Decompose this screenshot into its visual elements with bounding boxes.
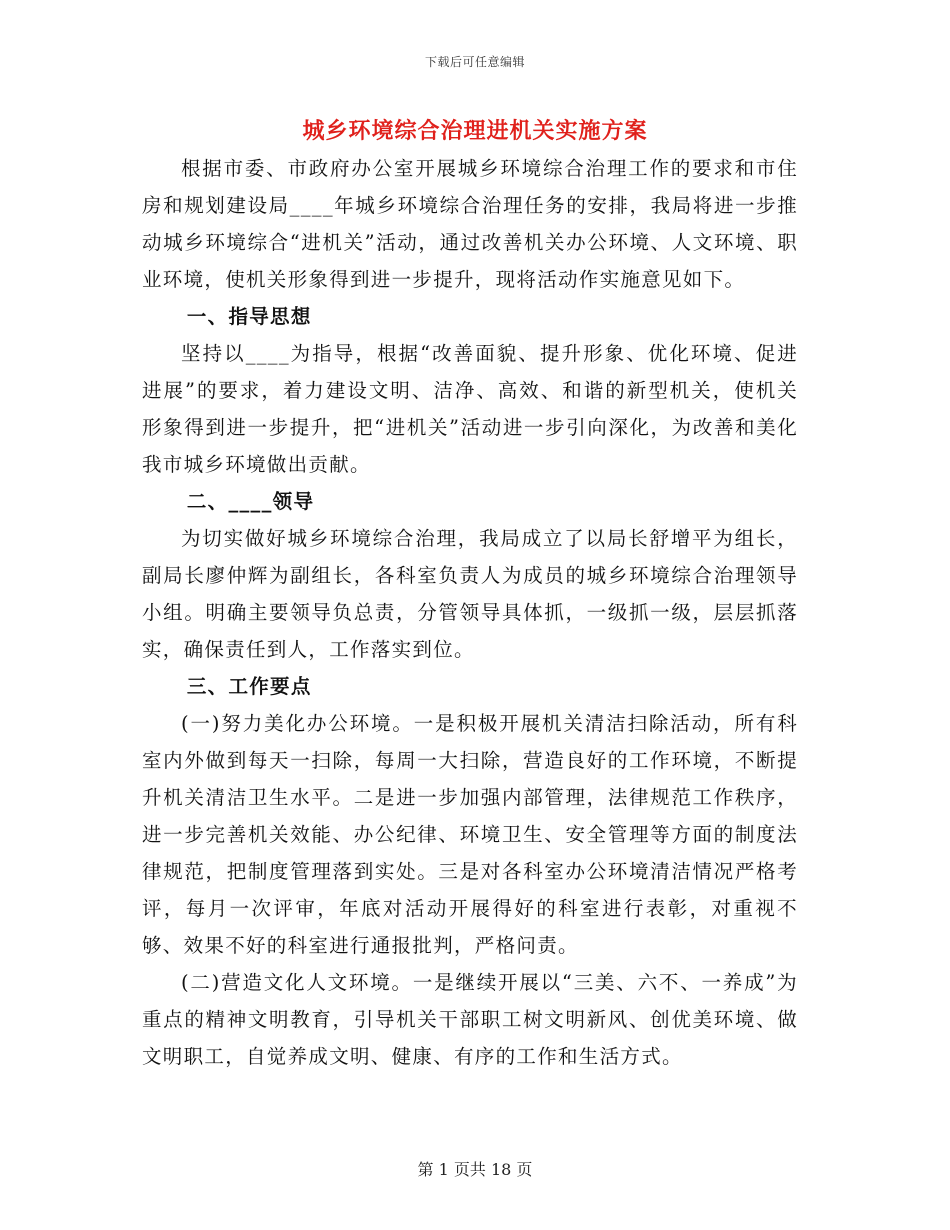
page-footer: 第 1 页共 18 页 bbox=[417, 1160, 533, 1179]
section-2-paragraph: 为切实做好城乡环境综合治理，我局成立了以局长舒增平为组长，副局长廖仲辉为副组长，各科室负责人为成员的城乡环境综合治理领导小组。明确主要领导负总责，分管领导具体抓，一级抓一级，层层抓落实，确保责任到人，工作落实到位。 bbox=[142, 527, 798, 661]
section-1-paragraph: 坚持以____为指导，根据“改善面貌、提升形象、优化环境、促进进展”的要求，着力建设文明、洁净、高效、和谐的新型机关，使机关形象得到进一步提升，把“进机关”活动进一步引向深化，为改善和美化我市城乡环境做出贡献。 bbox=[142, 342, 798, 476]
header-note: 下载后可任意编辑 bbox=[424, 55, 525, 69]
section-heading-1: 一、指导思想 bbox=[186, 305, 312, 328]
section-3-paragraph-1: (一)努力美化办公环境。一是积极开展机关清洁扫除活动，所有科室内外做到每天一扫除，每周一大扫除，营造良好的工作环境，不断提升机关清洁卫生水平。二是进一步加强内部管理，法律规范工作秩序，进一步完善机关效能、办公纪律、环境卫生、安全管理等方面的制度法律规范，把制度管理落到实处。三是对各科室办公环境清洁情况严格考评，每月一次评审，年底对活动开展得好的科室进行表彰，对重视不够、效果不好的科室进行通报批判，严格问责。 bbox=[142, 712, 798, 957]
section-heading-3: 三、工作要点 bbox=[186, 675, 312, 698]
document-body bbox=[142, 150, 798, 1075]
document-title: 城乡环境综合治理进机关实施方案 bbox=[302, 118, 648, 144]
intro-paragraph: 根据市委、市政府办公室开展城乡环境综合治理工作的要求和市住房和规划建设局____年城乡环境综合治理任务的安排，我局将进一步推动城乡环境综合“进机关”活动，通过改善机关办公环境、人文环境、职业环境，使机关形象得到进一步提升，现将活动作实施意见如下。 bbox=[142, 157, 798, 291]
section-3-paragraph-2: (二)营造文化人文环境。一是继续开展以“三美、六不、一养成”为重点的精神文明教育，引导机关干部职工树文明新风、创优美环境、做文明职工，自觉养成文明、健康、有序的工作和生活方式。 bbox=[142, 971, 798, 1068]
section-heading-2: 二、____领导 bbox=[186, 490, 315, 513]
